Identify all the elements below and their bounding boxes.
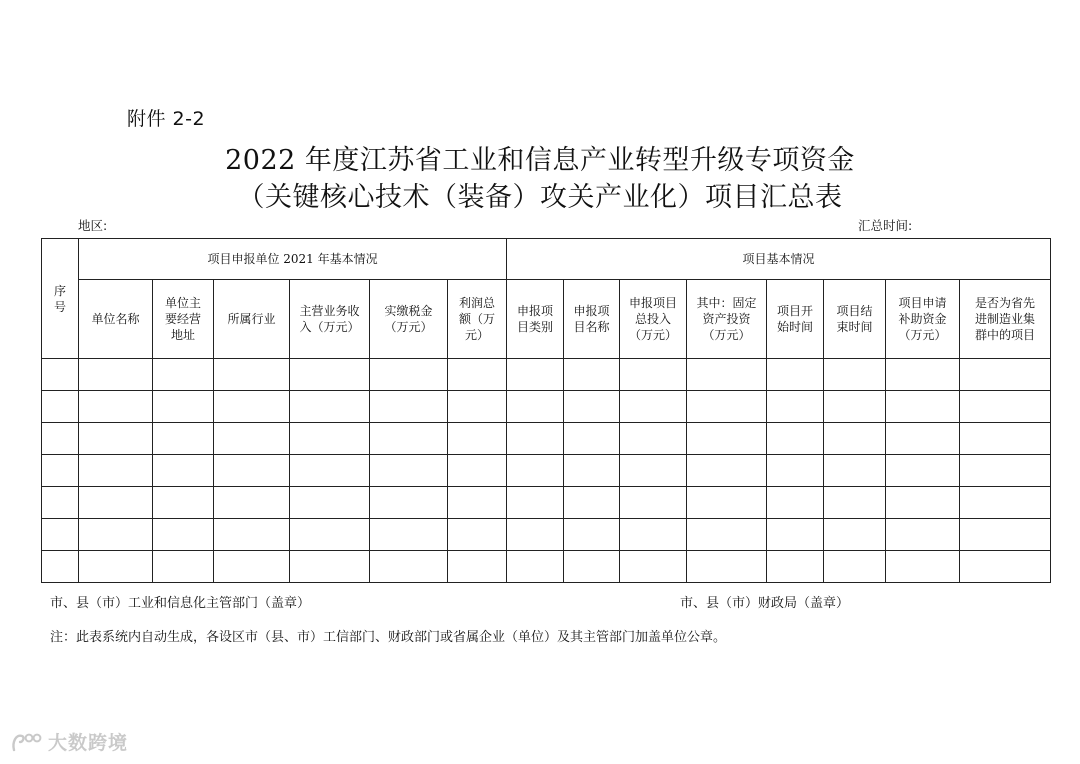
table-cell[interactable]	[507, 455, 564, 487]
watermark	[10, 728, 128, 755]
table-cell[interactable]	[507, 519, 564, 551]
document-title-line2: （关键核心技术（装备）攻关产业化）项目汇总表	[237, 182, 843, 213]
table-cell[interactable]	[507, 359, 564, 391]
table-cell[interactable]	[564, 359, 620, 391]
table-cell[interactable]	[448, 391, 507, 423]
table-cell[interactable]	[153, 551, 214, 583]
table-cell[interactable]	[767, 455, 824, 487]
region-label: 地区:	[78, 218, 108, 233]
table-cell[interactable]	[153, 423, 214, 455]
column-header-4: 主营业务收 入（万元）	[290, 280, 370, 359]
table-cell[interactable]	[960, 423, 1051, 455]
table-cell[interactable]	[960, 359, 1051, 391]
table-cell[interactable]	[767, 519, 824, 551]
table-cell[interactable]	[214, 519, 290, 551]
table-cell[interactable]	[620, 551, 687, 583]
column-header-1: 单位名称	[79, 280, 153, 359]
table-row	[42, 359, 1051, 391]
table-cell[interactable]	[448, 455, 507, 487]
table-cell[interactable]	[79, 519, 153, 551]
group-header-project-basic: 项目基本情况	[507, 239, 1051, 280]
table-cell[interactable]	[42, 519, 79, 551]
table-cell[interactable]	[448, 519, 507, 551]
table-cell[interactable]	[370, 519, 448, 551]
table-cell[interactable]	[620, 423, 687, 455]
signature-left-label: 市、县（市）工业和信息化主管部门（盖章）	[50, 596, 311, 611]
column-header-11: 项目开 始时间	[767, 280, 824, 359]
table-header-row-columns	[42, 280, 1051, 359]
attachment-label: 附件 2-2	[127, 108, 206, 130]
column-header-10: 其中：固定 资产投资 （万元）	[687, 280, 767, 359]
table-cell[interactable]	[370, 391, 448, 423]
table-cell[interactable]	[42, 359, 79, 391]
table-cell[interactable]	[448, 487, 507, 519]
table-cell[interactable]	[620, 487, 687, 519]
column-header-8: 申报项 目名称	[564, 280, 620, 359]
table-cell[interactable]	[290, 519, 370, 551]
table-cell[interactable]	[153, 519, 214, 551]
table-cell[interactable]	[370, 359, 448, 391]
seq-header: 序 号	[42, 239, 79, 359]
table-header-row-groups	[42, 239, 1051, 280]
table-cell[interactable]	[886, 487, 960, 519]
table-row	[42, 391, 1051, 423]
table-cell[interactable]	[79, 455, 153, 487]
table-cell[interactable]	[687, 423, 767, 455]
table-cell[interactable]	[564, 487, 620, 519]
table-cell[interactable]	[824, 519, 886, 551]
table-row	[42, 455, 1051, 487]
brand-logo-icon	[10, 730, 44, 754]
table-cell[interactable]	[370, 551, 448, 583]
column-header-13: 项目申请 补助资金 （万元）	[886, 280, 960, 359]
table-cell[interactable]	[290, 359, 370, 391]
table-row	[42, 551, 1051, 583]
table-cell[interactable]	[507, 487, 564, 519]
table-cell[interactable]	[824, 551, 886, 583]
table-row	[42, 423, 1051, 455]
table-cell[interactable]	[960, 487, 1051, 519]
table-cell[interactable]	[687, 551, 767, 583]
table-cell[interactable]	[767, 423, 824, 455]
table-cell[interactable]	[507, 423, 564, 455]
table-cell[interactable]	[767, 551, 824, 583]
table-cell[interactable]	[507, 551, 564, 583]
table-cell[interactable]	[42, 551, 79, 583]
watermark-text: 大数跨境	[48, 732, 129, 754]
table-cell[interactable]	[79, 551, 153, 583]
table-cell[interactable]	[290, 391, 370, 423]
column-header-3: 所属行业	[214, 280, 290, 359]
table-cell[interactable]	[960, 519, 1051, 551]
table-cell[interactable]	[153, 391, 214, 423]
column-header-9: 申报项目 总投入 （万元）	[620, 280, 687, 359]
table-cell[interactable]	[620, 519, 687, 551]
table-cell[interactable]	[214, 391, 290, 423]
table-cell[interactable]	[620, 359, 687, 391]
table-cell[interactable]	[214, 487, 290, 519]
table-cell[interactable]	[564, 519, 620, 551]
table-cell[interactable]	[960, 455, 1051, 487]
table-cell[interactable]	[79, 359, 153, 391]
table-cell[interactable]	[448, 359, 507, 391]
table-cell[interactable]	[886, 455, 960, 487]
column-header-2: 单位主 要经营 地址	[153, 280, 214, 359]
table-cell[interactable]	[886, 551, 960, 583]
table-cell[interactable]	[886, 359, 960, 391]
table-cell[interactable]	[767, 487, 824, 519]
table-cell[interactable]	[886, 391, 960, 423]
table-cell[interactable]	[767, 359, 824, 391]
table-cell[interactable]	[79, 487, 153, 519]
table-cell[interactable]	[290, 551, 370, 583]
footnote: 注：此表系统内自动生成，各设区市（县、市）工信部门、财政部门或省属企业（单位）及其主管部门加盖单位公章。	[50, 630, 727, 645]
table-cell[interactable]	[42, 423, 79, 455]
table-row	[42, 487, 1051, 519]
table-cell[interactable]	[214, 423, 290, 455]
table-cell[interactable]	[687, 487, 767, 519]
table-cell[interactable]	[564, 391, 620, 423]
column-header-14: 是否为省先 进制造业集 群中的项目	[960, 280, 1051, 359]
table-cell[interactable]	[448, 423, 507, 455]
signature-right-label: 市、县（市）财政局（盖章）	[680, 596, 850, 611]
table-cell[interactable]	[564, 423, 620, 455]
table-cell[interactable]	[79, 423, 153, 455]
table-cell[interactable]	[767, 391, 824, 423]
table-cell[interactable]	[960, 391, 1051, 423]
table-cell[interactable]	[824, 423, 886, 455]
table-cell[interactable]	[153, 487, 214, 519]
table-cell[interactable]	[370, 423, 448, 455]
table-cell[interactable]	[42, 487, 79, 519]
table-cell[interactable]	[886, 519, 960, 551]
document-title-line1: 2022 年度江苏省工业和信息产业转型升级专项资金	[225, 145, 855, 176]
table-cell[interactable]	[507, 391, 564, 423]
table-cell[interactable]	[824, 487, 886, 519]
table-cell[interactable]	[824, 391, 886, 423]
table-cell[interactable]	[824, 455, 886, 487]
table-cell[interactable]	[448, 551, 507, 583]
table-cell[interactable]	[564, 551, 620, 583]
table-cell[interactable]	[42, 455, 79, 487]
table-cell[interactable]	[42, 391, 79, 423]
table-cell[interactable]	[290, 423, 370, 455]
table-cell[interactable]	[290, 455, 370, 487]
column-header-6: 利润总 额（万 元）	[448, 280, 507, 359]
summary-table	[41, 238, 1051, 583]
table-cell[interactable]	[370, 487, 448, 519]
table-cell[interactable]	[687, 359, 767, 391]
table-cell[interactable]	[687, 455, 767, 487]
table-cell[interactable]	[153, 455, 214, 487]
table-cell[interactable]	[687, 519, 767, 551]
table-cell[interactable]	[620, 455, 687, 487]
table-cell[interactable]	[886, 423, 960, 455]
table-cell[interactable]	[153, 359, 214, 391]
summary-time-label: 汇总时间:	[858, 218, 913, 233]
table-cell[interactable]	[620, 391, 687, 423]
group-header-applicant-basic: 项目申报单位 2021 年基本情况	[79, 239, 507, 280]
table-cell[interactable]	[687, 391, 767, 423]
table-cell[interactable]	[290, 487, 370, 519]
table-cell[interactable]	[960, 551, 1051, 583]
table-row	[42, 519, 1051, 551]
column-header-12: 项目结 束时间	[824, 280, 886, 359]
table-cell[interactable]	[214, 455, 290, 487]
table-cell[interactable]	[564, 455, 620, 487]
table-cell[interactable]	[214, 551, 290, 583]
column-header-5: 实缴税金 （万元）	[370, 280, 448, 359]
table-cell[interactable]	[824, 359, 886, 391]
table-cell[interactable]	[214, 359, 290, 391]
column-header-7: 申报项 目类别	[507, 280, 564, 359]
table-cell[interactable]	[79, 391, 153, 423]
table-cell[interactable]	[370, 455, 448, 487]
